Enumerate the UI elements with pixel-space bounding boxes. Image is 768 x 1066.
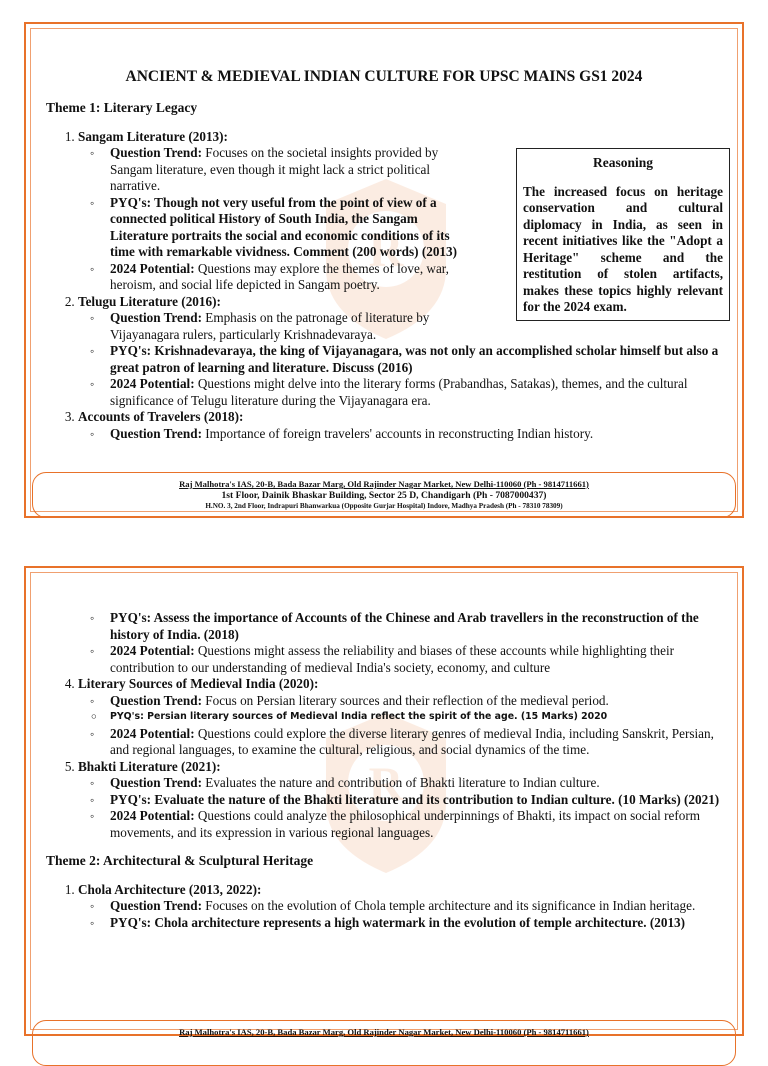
sub-text: Questions may explore the themes of love, war, heroism, and social life depicted in Sangam poetry. (110, 260, 449, 292)
footer-address-delhi: Raj Malhotra's IAS, 20-B, Bada Bazar Marg, Old Rajinder Nagar Market, New Delhi-110060 (Ph - 9814711661) (179, 479, 589, 489)
sub-item (110, 610, 726, 643)
sub-item (110, 343, 726, 376)
sub-label: 2024 Potential: (110, 376, 195, 391)
page-footer (32, 1020, 736, 1066)
sub-text: Questions might delve into the literary forms (Prabandhas, Satakas), themes, and the cultural significance of Telugu literature during the Vijayanagara era. (110, 376, 688, 408)
sub-text: Chola architecture represents a high watermark in the evolution of temple architecture. (2013) (151, 914, 686, 930)
sub-label: Question Trend: (110, 775, 202, 790)
footer-address-chandigarh: 1st Floor, Dainik Bhaskar Building, Sector 25 D, Chandigarh (Ph - 7087000437) (221, 490, 547, 501)
topic-heading: Literary Sources of Medieval India (2020): (78, 676, 319, 691)
svg-text:R: R (368, 224, 404, 277)
sub-label: 2024 Potential: (110, 725, 195, 741)
svg-text:R: R (368, 758, 404, 811)
sub-item (110, 310, 460, 343)
sub-text: Focuses on the evolution of Chola temple architecture and its significance in Indian heritage. (201, 898, 696, 913)
continued-sublist (46, 610, 726, 676)
sub-label: Question Trend: (110, 425, 202, 441)
sub-item (110, 808, 726, 841)
sub-label: Question Trend: (110, 692, 202, 708)
sub-item (110, 775, 726, 792)
topic-item (78, 676, 726, 759)
sub-item (110, 898, 726, 915)
sub-label: PYQ's: (110, 791, 152, 807)
topic-list (46, 676, 726, 841)
sub-text: Emphasis on the patronage of literature by Vijayanagara rulers, particularly Krishnadevaraya. (110, 310, 430, 342)
sub-item (110, 426, 726, 443)
topic-item (78, 759, 726, 842)
footer-address-indore: H.NO. 3, 2nd Floor, Indrapuri Bhanwarkua (Opposite Gurjar Hospital) Indore, Madhya Pradesh (Ph - 78310 78309) (205, 502, 563, 510)
sub-text: Though not very useful from the point of view of a connected political History of South India, the Sangam Literature portraits the social and economic conditions of its time with remarkable vividness. Comment (200 words) (2013) (110, 194, 457, 259)
sub-text: Questions could explore the diverse literary genres of medieval India, including Sanskrit, Persian, and regional languages, to examine the cultural, religious, and social dynamics of the time. (110, 725, 714, 757)
sub-item (110, 376, 726, 409)
reasoning-box (516, 148, 730, 321)
document-page-2 (24, 566, 744, 1036)
topic-sublist (78, 145, 460, 294)
page-title: ANCIENT & MEDIEVAL INDIAN CULTURE FOR UPSC MAINS GS1 2024 (125, 68, 643, 85)
sub-item (110, 915, 726, 932)
sub-item (110, 643, 726, 676)
sub-label: Question Trend: (110, 310, 202, 325)
topic-sublist (78, 898, 726, 931)
sub-label: 2024 Potential: (110, 808, 195, 823)
sub-text: Focus on Persian literary sources and their reflection of the medieval period. (201, 692, 609, 708)
topic-sublist (78, 426, 726, 443)
sub-label: PYQ's: (110, 914, 152, 930)
sub-label: PYQ's: (110, 343, 152, 358)
topic-item (78, 882, 726, 932)
sub-item (110, 195, 460, 261)
reasoning-text: The increased focus on heritage conservation and cultural diplomacy in India, as seen in recent initiatives like the "Adopt a Heritage" scheme and the restitution of stolen artifacts, makes these topics highly relevant for the 2024 exam. (523, 183, 723, 314)
sub-label: PYQ's: (110, 610, 152, 625)
document-page-1 (24, 22, 744, 518)
sub-item (110, 792, 726, 809)
theme-heading: Theme 2: Architectural & Sculptural Heritage (46, 853, 314, 868)
sub-text: Evaluate the nature of the Bhakti literature and its contribution to Indian culture. (10 Marks) (2021) (151, 791, 720, 807)
footer-address-delhi: Raj Malhotra's IAS, 20-B, Bada Bazar Marg, Old Rajinder Nagar Market, New Delhi-110060 (Ph - 9814711661) (179, 1027, 589, 1037)
sub-text: Krishnadevaraya, the king of Vijayanagara, was not only an accomplished scholar himself but also a great patron of learning and literature. Discuss (2016) (110, 343, 719, 375)
sub-item (110, 145, 460, 195)
topic-heading: Chola Architecture (2013, 2022): (78, 881, 262, 897)
sub-item (110, 261, 460, 294)
topic-list (46, 882, 726, 932)
topic-sublist (78, 310, 726, 409)
topic-heading: Accounts of Travelers (2018): (78, 409, 244, 424)
sub-item (110, 693, 726, 710)
sub-item (110, 726, 726, 759)
sub-text: Questions could analyze the philosophical underpinnings of Bhakti, its impact on social reform movements, and its expression in various regional languages. (110, 808, 701, 840)
theme-heading: Theme 1: Literary Legacy (46, 100, 198, 115)
sub-label: Question Trend: (110, 898, 202, 913)
topic-heading: Telugu Literature (2016): (78, 293, 221, 309)
sub-text: Questions might assess the reliability and biases of these accounts while highlighting their contribution to our understanding of medieval India's society, economy, and culture (110, 643, 675, 675)
sub-text: Evaluates the nature and contribution of Bhakti literature to Indian culture. (201, 775, 600, 790)
sub-label: 2024 Potential: (110, 643, 195, 658)
sub-text: Assess the importance of Accounts of the Chinese and Arab travellers in the reconstruction of the history of India. (2018) (110, 610, 699, 642)
topic-heading: Sangam Literature (2013): (78, 128, 228, 144)
page2-content (46, 610, 726, 931)
sub-text: Focuses on the societal insights provided by Sangam literature, even though it might lack a strict political narrative. (110, 145, 439, 193)
topic-heading: Bhakti Literature (2021): (78, 758, 221, 774)
topic-sublist (78, 693, 726, 759)
sub-label: PYQ's: (110, 194, 152, 210)
sub-text: Importance of foreign travelers' accounts in reconstructing Indian history. (201, 425, 594, 441)
reasoning-title: Reasoning (592, 155, 653, 170)
topic-item (78, 409, 726, 442)
sub-label: 2024 Potential: (110, 260, 195, 276)
page-footer (32, 472, 736, 518)
topic-sublist (78, 775, 726, 841)
sub-label: Question Trend: (110, 145, 202, 160)
sub-item: ◦ PYQ's: Persian literary sources of Medieval India reflect the spirit of the age. (15 Marks) 2020 (110, 709, 726, 726)
